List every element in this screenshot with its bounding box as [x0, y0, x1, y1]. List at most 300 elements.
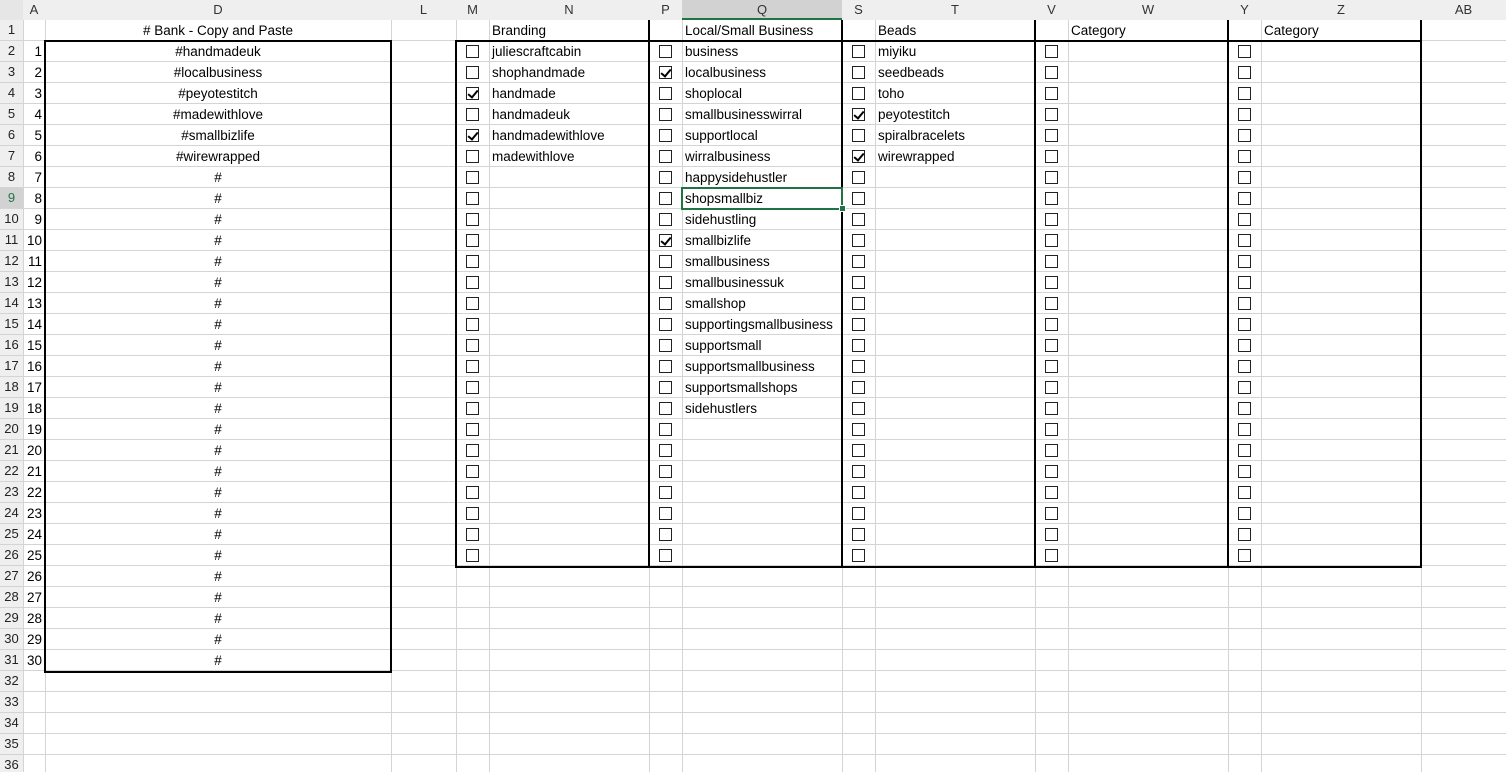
bank-row-number: 29	[26, 632, 42, 647]
bank-row-number: 18	[26, 401, 42, 416]
row-header[interactable]: 21	[0, 440, 23, 460]
bank-row-number: 27	[26, 590, 42, 605]
hashtag-cell[interactable]: business	[685, 44, 739, 59]
hashtag-checkbox[interactable]	[659, 339, 672, 352]
row-header[interactable]: 30	[0, 629, 23, 649]
column-header-q[interactable]: Q	[682, 0, 842, 20]
hashtag-checkbox[interactable]	[659, 234, 672, 247]
column-header-m[interactable]: M	[456, 0, 489, 20]
table-border	[455, 40, 457, 568]
hashtag-cell[interactable]: supportingsmallbusiness	[685, 317, 833, 332]
row-header[interactable]: 4	[0, 83, 23, 103]
bank-hashtag-cell[interactable]: #	[214, 317, 222, 332]
hashtag-checkbox[interactable]	[466, 213, 479, 226]
column-header-l[interactable]: L	[391, 0, 456, 20]
bank-row-number: 5	[34, 128, 42, 143]
bank-hashtag-cell[interactable]: #handmadeuk	[175, 44, 261, 59]
hashtag-checkbox[interactable]	[1045, 108, 1058, 121]
hashtag-cell[interactable]: localbusiness	[685, 65, 767, 80]
checkmark-icon	[467, 87, 478, 99]
row-header[interactable]: 3	[0, 62, 23, 82]
hashtag-cell[interactable]: wirewrapped	[878, 149, 955, 164]
table-border	[1034, 20, 1036, 567]
hashtag-checkbox[interactable]	[659, 318, 672, 331]
row-header[interactable]: 7	[0, 146, 23, 166]
hashtag-checkbox[interactable]	[466, 276, 479, 289]
row-header[interactable]: 5	[0, 104, 23, 124]
bank-row-number: 17	[26, 380, 42, 395]
group-header: Category	[1071, 23, 1126, 38]
hashtag-checkbox[interactable]	[466, 402, 479, 415]
column-header-v[interactable]: V	[1035, 0, 1068, 20]
bank-hashtag-cell[interactable]: #	[214, 338, 222, 353]
table-border	[45, 40, 391, 42]
fill-handle[interactable]	[839, 205, 846, 212]
bank-row-number: 6	[34, 149, 42, 164]
hashtag-checkbox[interactable]	[659, 528, 672, 541]
hashtag-checkbox[interactable]	[852, 255, 865, 268]
hashtag-checkbox[interactable]	[466, 192, 479, 205]
row-header[interactable]: 13	[0, 272, 23, 292]
hashtag-checkbox[interactable]	[659, 549, 672, 562]
hashtag-checkbox[interactable]	[852, 318, 865, 331]
bank-hashtag-cell[interactable]: #	[214, 443, 222, 458]
row-header[interactable]: 10	[0, 209, 23, 229]
column-header-z[interactable]: Z	[1261, 0, 1421, 20]
hashtag-cell[interactable]: supportsmallbusiness	[685, 359, 815, 374]
hashtag-checkbox[interactable]	[1238, 276, 1251, 289]
hashtag-checkbox[interactable]	[1238, 234, 1251, 247]
hashtag-checkbox[interactable]	[1045, 507, 1058, 520]
row-header[interactable]: 34	[0, 713, 23, 733]
hashtag-checkbox[interactable]	[466, 66, 479, 79]
bank-hashtag-cell[interactable]: #	[214, 653, 222, 668]
hashtag-checkbox[interactable]	[466, 150, 479, 163]
bank-hashtag-cell[interactable]: #	[214, 254, 222, 269]
hashtag-checkbox[interactable]	[852, 423, 865, 436]
bank-hashtag-cell[interactable]: #	[214, 485, 222, 500]
bank-row-number: 20	[26, 443, 42, 458]
hashtag-cell[interactable]: supportlocal	[685, 128, 758, 143]
hashtag-checkbox[interactable]	[1045, 45, 1058, 58]
hashtag-checkbox[interactable]	[466, 108, 479, 121]
hashtag-checkbox[interactable]	[659, 192, 672, 205]
row-header[interactable]: 28	[0, 587, 23, 607]
row-header[interactable]: 33	[0, 692, 23, 712]
hashtag-checkbox[interactable]	[659, 213, 672, 226]
hashtag-checkbox[interactable]	[659, 444, 672, 457]
hashtag-checkbox[interactable]	[659, 108, 672, 121]
hashtag-cell[interactable]: shophandmade	[492, 65, 586, 80]
hashtag-checkbox[interactable]	[852, 213, 865, 226]
bank-row-number: 11	[27, 254, 42, 269]
hashtag-cell[interactable]: seedbeads	[878, 65, 945, 80]
hashtag-checkbox[interactable]	[1238, 486, 1251, 499]
hashtag-checkbox[interactable]	[659, 507, 672, 520]
hashtag-cell[interactable]: shopsmallbiz	[685, 191, 764, 206]
hashtag-checkbox[interactable]	[852, 486, 865, 499]
bank-hashtag-cell[interactable]: #	[214, 275, 222, 290]
row-header[interactable]: 18	[0, 377, 23, 397]
hashtag-checkbox[interactable]	[1238, 108, 1251, 121]
bank-row-number: 2	[34, 65, 42, 80]
bank-row-number: 3	[34, 86, 42, 101]
select-all-corner[interactable]	[0, 0, 23, 20]
bank-hashtag-cell[interactable]: #	[214, 296, 222, 311]
hashtag-checkbox[interactable]	[1238, 402, 1251, 415]
table-border	[456, 566, 1422, 568]
hashtag-checkbox[interactable]	[466, 234, 479, 247]
hashtag-checkbox[interactable]	[1045, 444, 1058, 457]
row-header[interactable]: 2	[0, 41, 23, 61]
bank-row-number: 26	[26, 569, 42, 584]
hashtag-cell[interactable]: happysidehustler	[685, 170, 788, 185]
row-header[interactable]: 31	[0, 650, 23, 670]
bank-hashtag-cell[interactable]: #	[214, 359, 222, 374]
hashtag-checkbox[interactable]	[1238, 213, 1251, 226]
bank-hashtag-cell[interactable]: #	[214, 233, 222, 248]
hashtag-checkbox[interactable]	[1238, 150, 1251, 163]
hashtag-checkbox[interactable]	[852, 45, 865, 58]
row-header[interactable]: 11	[0, 230, 23, 250]
hashtag-checkbox[interactable]	[852, 276, 865, 289]
hashtag-checkbox[interactable]	[659, 402, 672, 415]
hashtag-checkbox[interactable]	[466, 465, 479, 478]
row-header[interactable]: 32	[0, 671, 23, 691]
hashtag-checkbox[interactable]	[1045, 66, 1058, 79]
hashtag-checkbox[interactable]	[466, 129, 479, 142]
hashtag-checkbox[interactable]	[659, 150, 672, 163]
hashtag-cell[interactable]: peyotestitch	[878, 107, 951, 122]
hashtag-cell[interactable]: sidehustlers	[685, 401, 758, 416]
hashtag-checkbox[interactable]	[466, 45, 479, 58]
hashtag-checkbox[interactable]	[1045, 297, 1058, 310]
hashtag-checkbox[interactable]	[1045, 87, 1058, 100]
hashtag-cell[interactable]: toho	[878, 86, 905, 101]
hashtag-checkbox[interactable]	[659, 297, 672, 310]
bank-hashtag-cell[interactable]: #	[214, 569, 222, 584]
column-header-a[interactable]: A	[23, 0, 45, 20]
hashtag-checkbox[interactable]	[852, 402, 865, 415]
bank-hashtag-cell[interactable]: #smallbizlife	[181, 128, 255, 143]
row-header[interactable]: 6	[0, 125, 23, 145]
hashtag-checkbox[interactable]	[659, 66, 672, 79]
bank-hashtag-cell[interactable]: #	[214, 611, 222, 626]
bank-row-number: 21	[26, 464, 42, 479]
gridline-column	[682, 0, 683, 772]
hashtag-checkbox[interactable]	[1238, 465, 1251, 478]
bank-hashtag-cell[interactable]: #	[214, 464, 222, 479]
table-border	[1420, 40, 1422, 568]
row-header[interactable]: 20	[0, 419, 23, 439]
hashtag-cell[interactable]: madewithlove	[492, 149, 575, 164]
hashtag-cell[interactable]: sidehustling	[685, 212, 757, 227]
hashtag-checkbox[interactable]	[1238, 297, 1251, 310]
bank-hashtag-cell[interactable]: #	[214, 170, 222, 185]
hashtag-checkbox[interactable]	[852, 339, 865, 352]
hashtag-checkbox[interactable]	[1045, 339, 1058, 352]
hashtag-checkbox[interactable]	[852, 507, 865, 520]
bank-row-number: 22	[26, 485, 42, 500]
hashtag-checkbox[interactable]	[659, 255, 672, 268]
row-header[interactable]: 8	[0, 167, 23, 187]
bank-row-number: 8	[34, 191, 42, 206]
hashtag-checkbox[interactable]	[659, 45, 672, 58]
hashtag-checkbox[interactable]	[852, 360, 865, 373]
hashtag-checkbox[interactable]	[1238, 444, 1251, 457]
hashtag-checkbox[interactable]	[1238, 87, 1251, 100]
hashtag-checkbox[interactable]	[1045, 171, 1058, 184]
hashtag-checkbox[interactable]	[852, 549, 865, 562]
bank-hashtag-cell[interactable]: #	[214, 422, 222, 437]
table-border	[44, 40, 46, 673]
row-header[interactable]: 1	[0, 20, 23, 40]
hashtag-checkbox[interactable]	[1045, 528, 1058, 541]
bank-row-number: 28	[26, 611, 42, 626]
hashtag-checkbox[interactable]	[1045, 549, 1058, 562]
hashtag-checkbox[interactable]	[1045, 402, 1058, 415]
hashtag-cell[interactable]: handmadewithlove	[492, 128, 605, 143]
hashtag-checkbox[interactable]	[659, 171, 672, 184]
hashtag-checkbox[interactable]	[852, 150, 865, 163]
row-header[interactable]: 19	[0, 398, 23, 418]
table-border	[390, 40, 392, 673]
hashtag-cell[interactable]: smallbusiness	[685, 254, 770, 269]
row-header[interactable]: 17	[0, 356, 23, 376]
hashtag-checkbox[interactable]	[1238, 360, 1251, 373]
hashtag-checkbox[interactable]	[852, 465, 865, 478]
checkmark-icon	[853, 108, 864, 120]
hashtag-checkbox[interactable]	[466, 87, 479, 100]
bank-row-number: 4	[34, 107, 42, 122]
bank-hashtag-cell[interactable]: #	[214, 548, 222, 563]
hashtag-checkbox[interactable]	[852, 528, 865, 541]
hashtag-checkbox[interactable]	[1045, 192, 1058, 205]
bank-hashtag-cell[interactable]: #	[214, 191, 222, 206]
bank-hashtag-cell[interactable]: #	[214, 212, 222, 227]
bank-row-number: 9	[34, 212, 42, 227]
hashtag-checkbox[interactable]	[1045, 234, 1058, 247]
hashtag-checkbox[interactable]	[1045, 150, 1058, 163]
hashtag-cell[interactable]: miyiku	[878, 44, 917, 59]
bank-hashtag-cell[interactable]: #	[214, 527, 222, 542]
hashtag-cell[interactable]: wirralbusiness	[685, 149, 771, 164]
hashtag-cell[interactable]: smallbusinessuk	[685, 275, 785, 290]
hashtag-checkbox[interactable]	[1238, 381, 1251, 394]
hashtag-cell[interactable]: shoplocal	[685, 86, 743, 101]
hashtag-checkbox[interactable]	[466, 318, 479, 331]
hashtag-checkbox[interactable]	[1238, 549, 1251, 562]
bank-row-number: 25	[26, 548, 42, 563]
hashtag-checkbox[interactable]	[852, 192, 865, 205]
hashtag-checkbox[interactable]	[1045, 360, 1058, 373]
bank-hashtag-cell[interactable]: #	[214, 506, 222, 521]
hashtag-checkbox[interactable]	[466, 423, 479, 436]
hashtag-checkbox[interactable]	[466, 339, 479, 352]
row-header[interactable]: 22	[0, 461, 23, 481]
hashtag-cell[interactable]: juliescraftcabin	[492, 44, 582, 59]
table-border	[1420, 20, 1422, 41]
bank-row-number: 19	[26, 422, 42, 437]
hashtag-checkbox[interactable]	[659, 465, 672, 478]
row-header[interactable]: 14	[0, 293, 23, 313]
hashtag-checkbox[interactable]	[1045, 486, 1058, 499]
hashtag-checkbox[interactable]	[659, 129, 672, 142]
hashtag-checkbox[interactable]	[1238, 528, 1251, 541]
bank-row-number: 13	[26, 296, 42, 311]
bank-hashtag-cell[interactable]: #localbusiness	[173, 65, 263, 80]
active-cell-selection[interactable]	[681, 187, 843, 210]
hashtag-checkbox[interactable]	[1045, 318, 1058, 331]
hashtag-checkbox[interactable]	[1238, 507, 1251, 520]
row-header[interactable]: 12	[0, 251, 23, 271]
hashtag-checkbox[interactable]	[852, 171, 865, 184]
bank-row-number: 14	[26, 317, 42, 332]
gridline-row	[0, 733, 1506, 734]
hashtag-checkbox[interactable]	[466, 549, 479, 562]
hashtag-checkbox[interactable]	[852, 297, 865, 310]
hashtag-checkbox[interactable]	[659, 360, 672, 373]
bank-hashtag-cell[interactable]: #	[214, 401, 222, 416]
column-header-ab[interactable]: AB	[1421, 0, 1506, 20]
row-header[interactable]: 9	[0, 188, 23, 208]
gridline-column	[875, 0, 876, 772]
table-border	[841, 20, 843, 567]
hashtag-checkbox[interactable]	[466, 255, 479, 268]
hashtag-cell[interactable]: handmade	[492, 86, 556, 101]
gridline-column	[1068, 0, 1069, 772]
bank-row-number: 10	[26, 233, 42, 248]
hashtag-checkbox[interactable]	[852, 444, 865, 457]
hashtag-checkbox[interactable]	[852, 66, 865, 79]
hashtag-checkbox[interactable]	[1238, 255, 1251, 268]
hashtag-checkbox[interactable]	[1045, 423, 1058, 436]
bank-row-number: 23	[26, 506, 42, 521]
bank-hashtag-cell[interactable]: #	[214, 632, 222, 647]
column-header-p[interactable]: P	[649, 0, 682, 20]
row-header[interactable]: 29	[0, 608, 23, 628]
table-border	[456, 40, 1421, 42]
hashtag-cell[interactable]: spiralbracelets	[878, 128, 966, 143]
hashtag-checkbox[interactable]	[1045, 465, 1058, 478]
column-header-n[interactable]: N	[489, 0, 649, 20]
gridline-row	[0, 712, 1506, 713]
checkmark-icon	[467, 129, 478, 141]
row-header[interactable]: 36	[0, 755, 23, 772]
hashtag-checkbox[interactable]	[1238, 318, 1251, 331]
table-border	[45, 671, 392, 673]
column-header-s[interactable]: S	[842, 0, 875, 20]
group-header: Beads	[878, 23, 917, 38]
hashtag-checkbox[interactable]	[1238, 45, 1251, 58]
bank-hashtag-cell[interactable]: #peyotestitch	[178, 86, 258, 101]
column-header-y[interactable]: Y	[1228, 0, 1261, 20]
hashtag-checkbox[interactable]	[852, 381, 865, 394]
hashtag-checkbox[interactable]	[1045, 129, 1058, 142]
hashtag-checkbox[interactable]	[1045, 381, 1058, 394]
hashtag-checkbox[interactable]	[466, 297, 479, 310]
bank-hashtag-cell[interactable]: #madewithlove	[172, 107, 264, 122]
hashtag-cell[interactable]: supportsmall	[685, 338, 762, 353]
group-header: Local/Small Business	[685, 23, 814, 38]
group-header: Category	[1264, 23, 1319, 38]
checkmark-icon	[660, 66, 671, 78]
hashtag-checkbox[interactable]	[466, 360, 479, 373]
hashtag-checkbox[interactable]	[466, 486, 479, 499]
hashtag-checkbox[interactable]	[659, 486, 672, 499]
hashtag-checkbox[interactable]	[852, 129, 865, 142]
row-header[interactable]: 15	[0, 314, 23, 334]
hashtag-checkbox[interactable]	[1045, 255, 1058, 268]
hashtag-checkbox[interactable]	[1045, 276, 1058, 289]
hashtag-checkbox[interactable]	[466, 444, 479, 457]
row-header[interactable]: 26	[0, 545, 23, 565]
hashtag-checkbox[interactable]	[1238, 339, 1251, 352]
hashtag-checkbox[interactable]	[852, 87, 865, 100]
hashtag-cell[interactable]: handmadeuk	[492, 107, 571, 122]
hashtag-cell[interactable]: smallshop	[685, 296, 746, 311]
row-header[interactable]: 16	[0, 335, 23, 355]
hashtag-cell[interactable]: smallbusinesswirral	[685, 107, 803, 122]
hashtag-checkbox[interactable]	[466, 381, 479, 394]
bank-row-number: 7	[34, 170, 42, 185]
bank-row-number: 1	[34, 44, 42, 59]
gridline-row	[0, 754, 1506, 755]
row-header[interactable]: 35	[0, 734, 23, 754]
column-header-w[interactable]: W	[1068, 0, 1228, 20]
hashtag-checkbox[interactable]	[466, 171, 479, 184]
hashtag-cell[interactable]: supportsmallshops	[685, 380, 798, 395]
column-header-t[interactable]: T	[875, 0, 1035, 20]
gridline-row	[0, 691, 1506, 692]
row-header[interactable]: 24	[0, 503, 23, 523]
gridline-column	[1261, 0, 1262, 772]
column-header-d[interactable]: D	[45, 0, 391, 20]
hashtag-checkbox[interactable]	[1045, 213, 1058, 226]
hashtag-cell[interactable]: smallbizlife	[685, 233, 752, 248]
hashtag-checkbox[interactable]	[1238, 66, 1251, 79]
hashtag-checkbox[interactable]	[1238, 171, 1251, 184]
hashtag-checkbox[interactable]	[659, 423, 672, 436]
gridline-column	[489, 0, 490, 772]
bank-row-number: 30	[26, 653, 42, 668]
bank-header: # Bank - Copy and Paste	[142, 23, 294, 38]
hashtag-checkbox[interactable]	[852, 234, 865, 247]
bank-hashtag-cell[interactable]: #wirewrapped	[175, 149, 261, 164]
hashtag-checkbox[interactable]	[1238, 192, 1251, 205]
hashtag-checkbox[interactable]	[466, 528, 479, 541]
hashtag-checkbox[interactable]	[466, 507, 479, 520]
table-border	[1227, 20, 1229, 567]
row-header[interactable]: 27	[0, 566, 23, 586]
table-border	[648, 20, 650, 567]
hashtag-checkbox[interactable]	[852, 108, 865, 121]
hashtag-checkbox[interactable]	[1238, 129, 1251, 142]
hashtag-checkbox[interactable]	[659, 87, 672, 100]
bank-row-number: 12	[26, 275, 42, 290]
bank-row-number: 16	[26, 359, 42, 374]
row-header[interactable]: 25	[0, 524, 23, 544]
bank-hashtag-cell[interactable]: #	[214, 590, 222, 605]
row-header[interactable]: 23	[0, 482, 23, 502]
group-header: Branding	[492, 23, 547, 38]
hashtag-checkbox[interactable]	[1238, 423, 1251, 436]
bank-row-number: 15	[26, 338, 42, 353]
hashtag-checkbox[interactable]	[659, 381, 672, 394]
hashtag-checkbox[interactable]	[659, 276, 672, 289]
bank-hashtag-cell[interactable]: #	[214, 380, 222, 395]
bank-row-number: 24	[26, 527, 42, 542]
